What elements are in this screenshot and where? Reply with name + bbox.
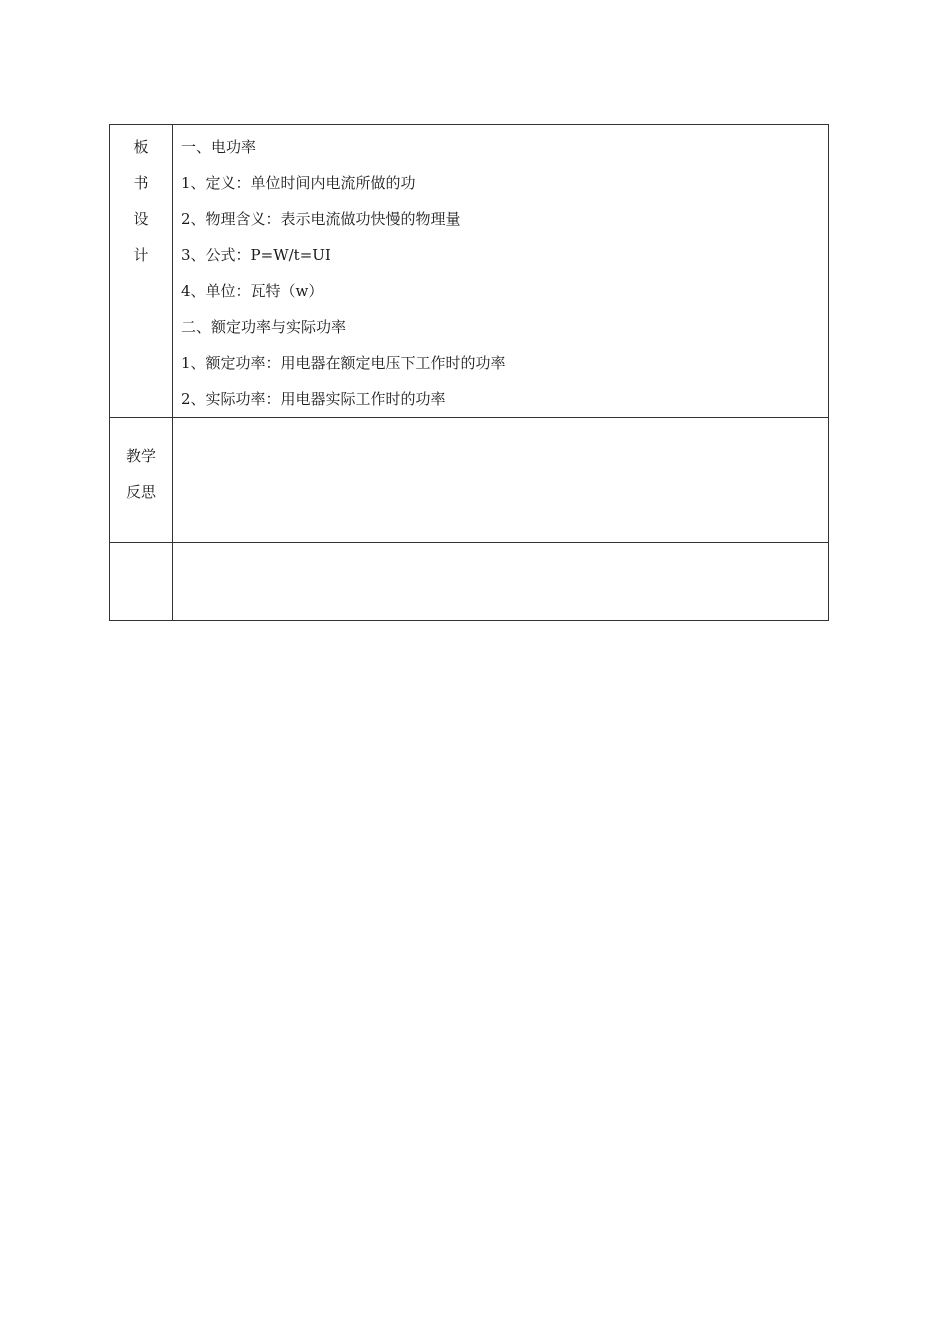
board-design-row <box>110 125 829 418</box>
reflection-label-line: 反思 <box>125 483 156 501</box>
blank-row <box>110 543 829 621</box>
board-design-label-char: 板 <box>133 138 149 156</box>
reflection-label-cell <box>110 418 173 543</box>
content-line: 4、单位：瓦特（w） <box>181 282 324 300</box>
board-design-content <box>173 125 828 417</box>
blank-label-cell <box>110 543 173 621</box>
section-heading: 一、电功率 <box>181 138 257 156</box>
board-design-label-char: 书 <box>133 174 149 192</box>
content-line: 2、实际功率：用电器实际工作时的功率 <box>181 390 446 408</box>
reflection-content-cell <box>173 418 829 543</box>
board-design-label-cell <box>110 125 173 418</box>
blank-label <box>110 543 172 563</box>
content-line: 3、公式：P=W/t=UI <box>181 246 331 264</box>
reflection-label <box>110 418 172 510</box>
content-line: 1、定义：单位时间内电流所做的功 <box>181 174 416 192</box>
reflection-content <box>173 418 828 422</box>
blank-content-cell <box>173 543 829 621</box>
reflection-label-line: 教学 <box>125 447 156 465</box>
content-line: 1、额定功率：用电器在额定电压下工作时的功率 <box>181 354 506 372</box>
blank-content <box>173 543 828 547</box>
lesson-plan-table <box>109 124 829 621</box>
content-line: 2、物理含义：表示电流做功快慢的物理量 <box>181 210 461 228</box>
section-heading: 二、额定功率与实际功率 <box>181 318 347 336</box>
reflection-row <box>110 418 829 543</box>
board-design-label-char: 设 <box>133 210 149 228</box>
board-design-content-cell <box>173 125 829 418</box>
board-design-label <box>110 125 172 273</box>
board-design-label-char: 计 <box>133 246 149 264</box>
